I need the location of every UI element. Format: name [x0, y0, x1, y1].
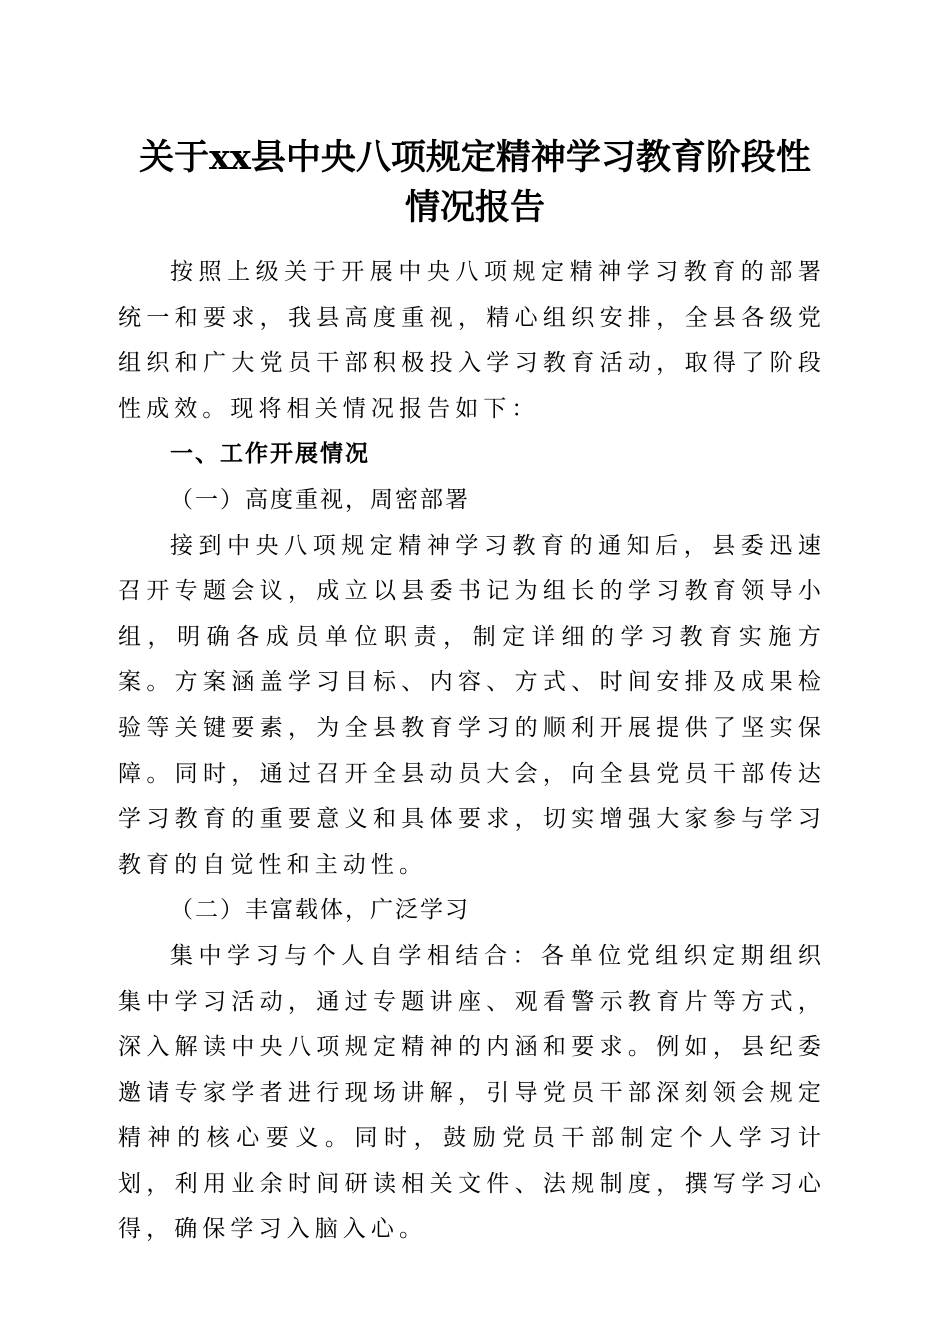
- intro-paragraph: 按照上级关于开展中央八项规定精神学习教育的部署统一和要求，我县高度重视，精心组织安排，全县各级党组织和广大党员干部积极投入学习教育活动，取得了阶段性成效。现将相关情况报告如下：: [118, 259, 826, 422]
- document-title: [100, 133, 850, 233]
- subsection-paragraph-1: 接到中央八项规定精神学习教育的通知后，县委迅速召开专题会议，成立以县委书记为组长的学习教育领导小组，明确各成员单位职责，制定详细的学习教育实施方案。方案涵盖学习目标、内容、方式、时间安排及成果检验等关键要素，为全县教育学习的顺利开展提供了坚实保障。同时，通过召开全县动员大会，向全县党员干部传达学习教育的重要意义和具体要求，切实增强大家参与学习教育的自觉性和主动性。: [118, 532, 826, 878]
- subsection-heading-1: （一）高度重视，周密部署: [170, 486, 470, 513]
- document-body: [118, 250, 826, 1253]
- subsection-heading-2: （二）丰富载体，广泛学习: [170, 897, 470, 924]
- title-line-2: 情况报告: [404, 187, 545, 228]
- title-line-1: 关于xx县中央八项规定精神学习教育阶段性: [139, 137, 811, 178]
- subsection-paragraph-2: 集中学习与个人自学相结合：各单位党组织定期组织集中学习活动，通过专题讲座、观看警示教育片等方式，深入解读中央八项规定精神的内涵和要求。例如，县纪委邀请专家学者进行现场讲解，引导党员干部深刻领会规定精神的核心要义。同时，鼓励党员干部制定个人学习计划，利用业余时间研读相关文件、法规制度，撰写学习心得，确保学习入脑入心。: [118, 942, 826, 1243]
- section-heading-1: 一、工作开展情况: [170, 441, 370, 468]
